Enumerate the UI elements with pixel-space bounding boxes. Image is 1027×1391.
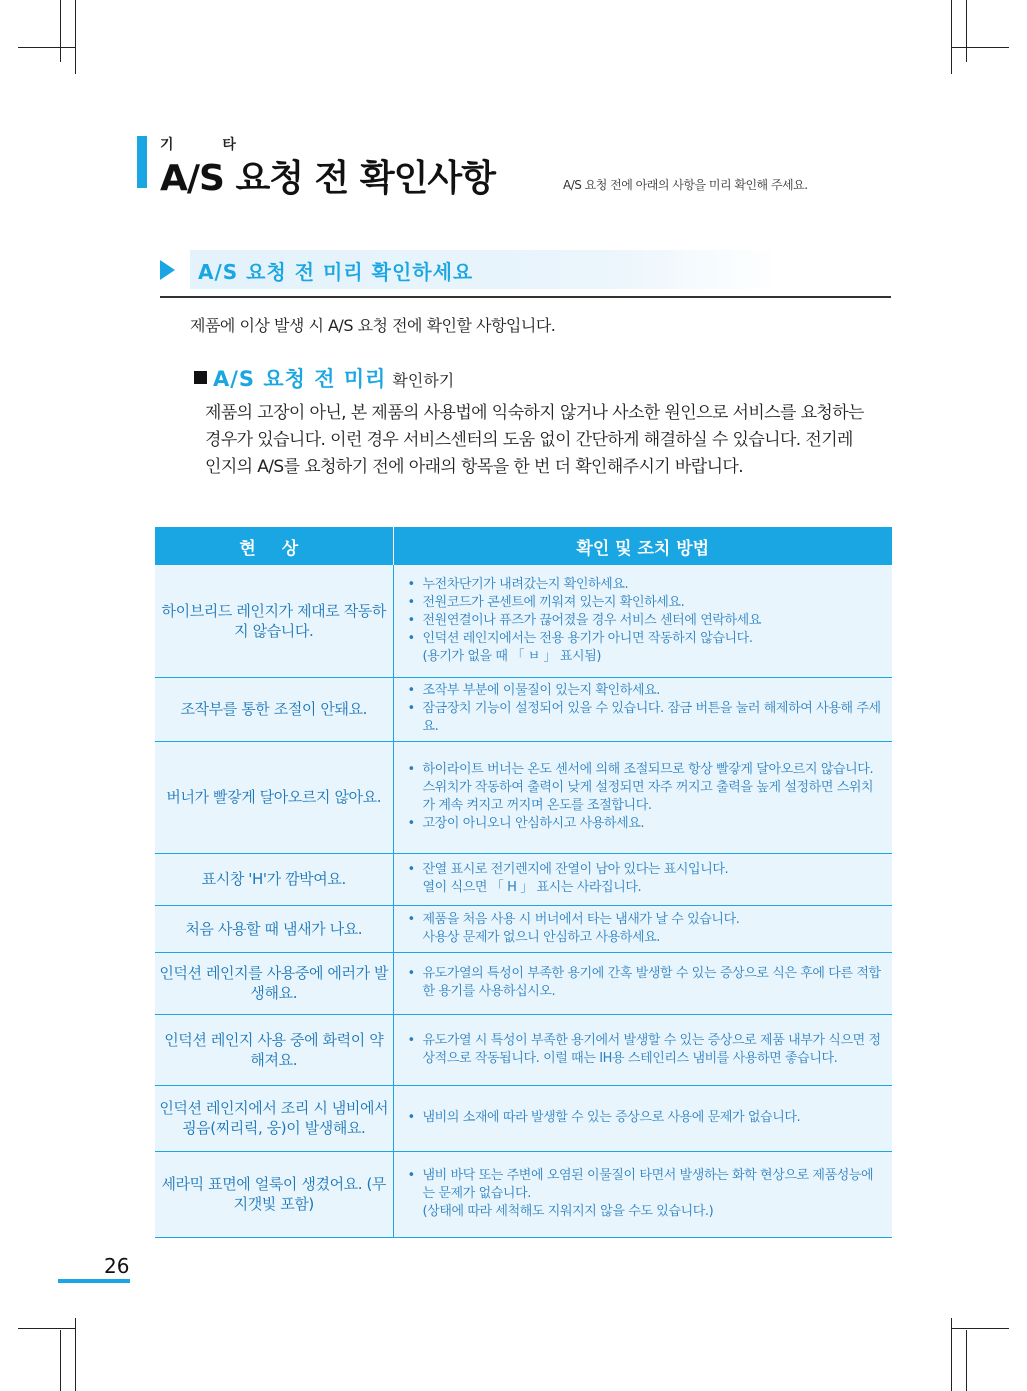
crop-mark xyxy=(951,1328,1009,1329)
action-item xyxy=(406,576,885,594)
crop-mark xyxy=(966,1330,967,1391)
action-list xyxy=(406,965,885,1001)
symptom-cell: 인덕션 레인지를 사용중에 에러가 발생해요. xyxy=(155,952,393,1014)
action-item xyxy=(406,594,885,612)
action-item xyxy=(406,612,885,630)
crop-mark xyxy=(951,0,952,74)
crop-mark xyxy=(18,1328,76,1329)
troubleshooting-table xyxy=(155,527,892,1238)
action-text: 고장이 아니오니 안심하시고 사용하세요. xyxy=(422,816,645,831)
table-row xyxy=(155,1151,892,1237)
action-cell xyxy=(393,1014,892,1085)
action-list xyxy=(406,1167,885,1221)
action-item xyxy=(406,1032,885,1068)
page-note: A/S 요청 전에 아래의 사항을 미리 확인해 주세요. xyxy=(563,178,808,192)
section-divider xyxy=(160,296,891,298)
action-item xyxy=(406,761,885,815)
action-text: 하이라이트 버너는 온도 센서에 의해 조절되므로 항상 빨갛게 달아오르지 않습니다. xyxy=(422,762,874,777)
table-row xyxy=(155,565,892,677)
action-cell xyxy=(393,677,892,741)
action-text: 전원연결이나 퓨즈가 끊어졌을 경우 서비스 센터에 연락하세요 xyxy=(422,612,762,628)
subsection-paragraph: 제품의 고장이 아닌, 본 제품의 사용법에 익숙하지 않거나 사소한 원인으로 서비스를 요청하는 경우가 있습니다. 이런 경우 서비스센터의 도움 없이 간단하게 해결하실 수 있습니다. 전기레인지의 A/S를 요청하기 전에 아래의 항목을 한 번 더 확인해주시기 바랍니다. xyxy=(205,403,864,477)
table-row xyxy=(155,952,892,1014)
action-text: 제품을 처음 사용 시 버너에서 타는 냄새가 날 수 있습니다. xyxy=(422,911,740,927)
symptom-cell: 버너가 빨갛게 달아오르지 않아요. xyxy=(155,741,393,853)
action-text: 냄비 바닥 또는 주변에 오염된 이물질이 타면서 발생하는 화학 현상으로 제품성능에는 문제가 없습니다. xyxy=(422,1168,874,1201)
section-title: A/S 요청 전 미리 확인하세요 xyxy=(198,260,474,284)
symptom-cell: 인덕션 레인지 사용 중에 화력이 약해져요. xyxy=(155,1014,393,1085)
action-item xyxy=(406,1167,885,1221)
table-row xyxy=(155,853,892,905)
action-text: 냄비의 소재에 따라 발생할 수 있는 증상으로 사용에 문제가 없습니다. xyxy=(422,1110,801,1125)
action-list xyxy=(406,861,885,897)
subsection-title-bold: A/S 요청 전 미리 xyxy=(213,367,387,391)
table-row xyxy=(155,905,892,952)
action-continuation: (용기가 없을 때 「 ㅂ 」 표시됨) xyxy=(422,648,602,664)
crop-mark xyxy=(60,1330,61,1391)
crop-mark xyxy=(75,0,76,74)
crop-mark xyxy=(966,0,967,62)
action-continuation: 사용상 문제가 없으니 안심하고 사용하세요. xyxy=(422,929,661,945)
symptom-cell: 표시창 'H'가 깜박여요. xyxy=(155,853,393,905)
action-item xyxy=(406,1109,885,1127)
crop-mark xyxy=(951,1318,952,1391)
action-item xyxy=(406,700,885,736)
crop-mark xyxy=(75,1318,76,1391)
subsection-title-plain: 확인하기 xyxy=(392,371,455,390)
action-cell xyxy=(393,905,892,952)
action-text: 잔열 표시로 전기렌지에 잔열이 남아 있다는 표시입니다. xyxy=(422,862,729,877)
action-item xyxy=(406,815,885,833)
action-cell xyxy=(393,1085,892,1151)
table-row xyxy=(155,1085,892,1151)
action-text: 유도가열 시 특성이 부족한 용기에서 발생할 수 있는 증상으로 제품 내부가 식으면 정상적으로 작동됩니다. 이럴 때는 IH용 스테인리스 냄비를 사용하면 좋습니다. xyxy=(422,1032,881,1066)
action-list xyxy=(406,1109,885,1127)
crop-mark xyxy=(951,47,1009,48)
page-number-underline xyxy=(58,1279,130,1283)
action-list xyxy=(406,911,885,947)
symptom-cell: 인덕션 레인지에서 조리 시 냄비에서 굉음(찌리릭, 웅)이 발생해요. xyxy=(155,1085,393,1151)
action-text: 인덕션 레인지에서는 전용 용기가 아니면 작동하지 않습니다. xyxy=(422,630,753,646)
action-text: 누전차단기가 내려갔는지 확인하세요. xyxy=(422,576,629,592)
action-text: 조작부 부분에 이물질이 있는지 확인하세요. xyxy=(422,683,661,698)
action-item xyxy=(406,911,885,947)
symptom-cell: 하이브리드 레인지가 제대로 작동하지 않습니다. xyxy=(155,565,393,677)
symptom-cell: 조작부를 통한 조절이 안돼요. xyxy=(155,677,393,741)
action-continuation: 열이 식으면 「 H 」 표시는 사라집니다. xyxy=(422,880,642,895)
action-item xyxy=(406,861,885,897)
action-cell xyxy=(393,853,892,905)
table-row xyxy=(155,741,892,853)
header-action: 확인 및 조치 방법 xyxy=(393,527,892,565)
crop-mark xyxy=(18,47,76,48)
header-symptom: 현 상 xyxy=(155,527,393,565)
symptom-cell: 세라믹 표면에 얼룩이 생겼어요. (무지갯빛 포함) xyxy=(155,1151,393,1237)
action-text: 전원코드가 콘센트에 끼워져 있는지 확인하세요. xyxy=(422,594,685,610)
action-cell xyxy=(393,952,892,1014)
subsection-title xyxy=(213,363,454,393)
action-list xyxy=(406,761,885,833)
action-text: 유도가열의 특성이 부족한 용기에 간혹 발생할 수 있는 증상으로 식은 후에 다른 적합한 용기를 사용하십시오. xyxy=(422,966,881,999)
action-item xyxy=(406,965,885,1001)
crop-mark xyxy=(60,0,61,62)
table-body xyxy=(155,565,892,1237)
action-item xyxy=(406,630,885,666)
title-accent-bar xyxy=(137,136,147,188)
action-cell xyxy=(393,1151,892,1237)
page-title: A/S 요청 전 확인사항 xyxy=(160,158,495,199)
action-continuation: (상태에 따라 세척해도 지워지지 않을 수도 있습니다.) xyxy=(422,1204,714,1219)
table-row xyxy=(155,677,892,741)
page-number: 26 xyxy=(104,1254,130,1278)
square-bullet-icon xyxy=(194,371,207,384)
action-list xyxy=(406,682,885,736)
play-arrow-icon xyxy=(160,260,175,280)
action-list xyxy=(406,1032,885,1068)
table-header-row xyxy=(155,527,892,565)
section-intro: 제품에 이상 발생 시 A/S 요청 전에 확인할 사항입니다. xyxy=(190,316,556,335)
action-cell xyxy=(393,741,892,853)
category-label: 기 타 xyxy=(160,137,258,153)
action-list xyxy=(406,576,885,666)
action-text: 잠금장치 기능이 설정되어 있을 수 있습니다. 잠금 버튼을 눌러 해제하여 사용해 주세요. xyxy=(422,701,881,734)
action-cell xyxy=(393,565,892,677)
table-row xyxy=(155,1014,892,1085)
action-item xyxy=(406,682,885,700)
symptom-cell: 처음 사용할 때 냄새가 나요. xyxy=(155,905,393,952)
action-continuation: 스위치가 작동하여 출력이 낮게 설정되면 자주 꺼지고 출력을 높게 설정하면 스위치가 계속 켜지고 꺼지며 온도를 조절합니다. xyxy=(422,780,874,813)
